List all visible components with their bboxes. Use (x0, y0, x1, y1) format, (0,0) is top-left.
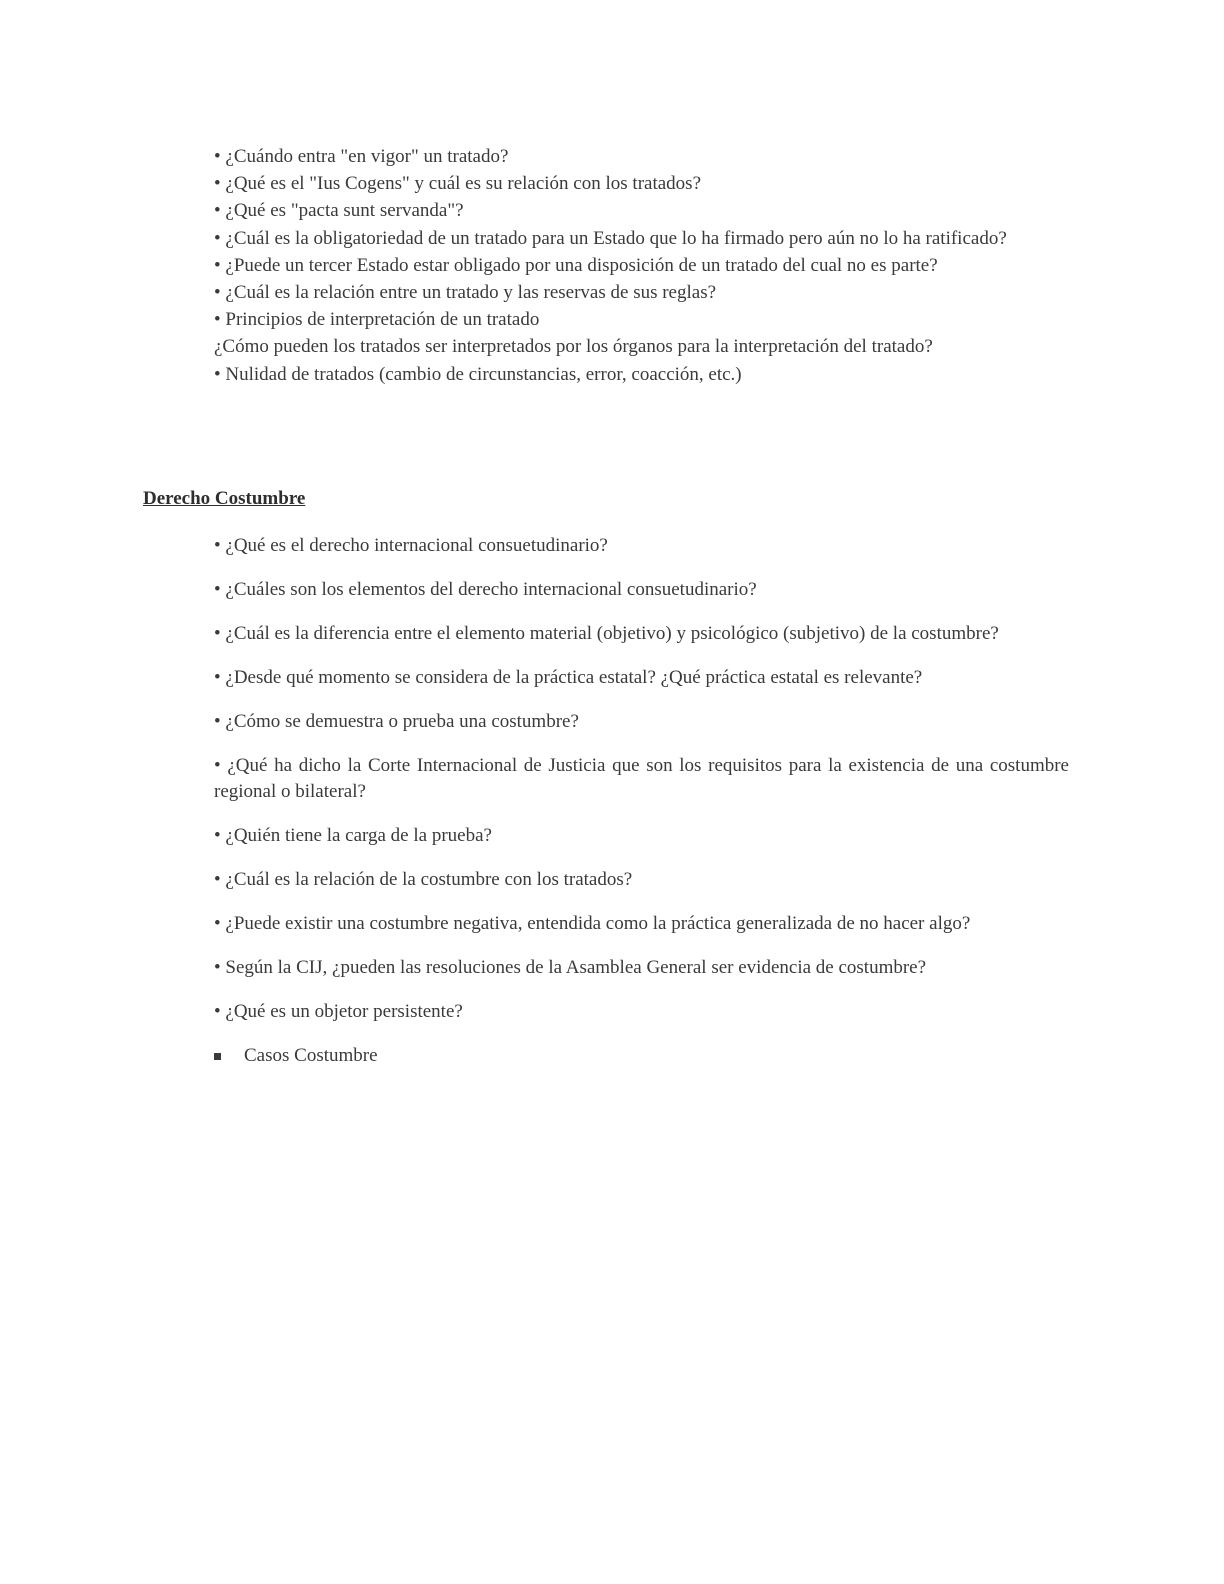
final-item-label: Casos Costumbre (244, 1045, 378, 1066)
final-list-item (214, 1043, 1069, 1069)
list-item: • ¿Cómo se demuestra o prueba una costumbre? (214, 711, 579, 732)
list-item: • ¿Quién tiene la carga de la prueba? (214, 825, 492, 846)
list-item: • ¿Cuál es la relación entre un tratado y las reservas de sus reglas? (214, 282, 717, 304)
list-item: • ¿Qué es "pacta sunt servanda"? (214, 200, 464, 222)
list-item: • ¿Qué es el derecho internacional consuetudinario? (214, 535, 608, 556)
list-item: • ¿Puede un tercer Estado estar obligado por una disposición de un tratado del cual no es parte? (214, 254, 938, 276)
list-item: ¿Cómo pueden los tratados ser interpretados por los órganos para la interpretación del tratado? (214, 336, 933, 358)
section-heading: Derecho Costumbre (143, 488, 306, 509)
list-item: • ¿Cuándo entra "en vigor" un tratado? (214, 146, 509, 167)
list-item: • ¿Puede existir una costumbre negativa, entendida como la práctica generalizada de no hacer algo? (214, 913, 971, 934)
list-item: • ¿Cuáles son los elementos del derecho internacional consuetudinario? (214, 579, 757, 600)
list-item: • ¿Qué es un objetor persistente? (214, 1001, 463, 1022)
list-item: • ¿Qué es el "Ius Cogens" y cuál es su relación con los tratados? (214, 173, 701, 195)
list-item: • Principios de interpretación de un tratado (214, 309, 540, 331)
list-item: • ¿Qué ha dicho la Corte Internacional de Justicia que son los requisitos para la existencia de una costumbre regional o bilateral? (214, 755, 1069, 802)
list-item: • Según la CIJ, ¿pueden las resoluciones de la Asamblea General ser evidencia de costumbre? (214, 957, 927, 978)
list-item: • ¿Cuál es la diferencia entre el elemento material (objetivo) y psicológico (subjetivo) de la costumbre? (214, 623, 999, 644)
list-item: • Nulidad de tratados (cambio de circunstancias, error, coacción, etc.) (214, 363, 742, 385)
list-item: • ¿Cuál es la relación de la costumbre con los tratados? (214, 869, 633, 890)
square-bullet-icon (214, 1053, 221, 1060)
list-item: • ¿Cuál es la obligatoriedad de un tratado para un Estado que lo ha firmado pero aún no lo ha ratificado? (214, 227, 1007, 249)
custom-questions-list (214, 533, 1069, 1087)
list-item: • ¿Desde qué momento se considera de la práctica estatal? ¿Qué práctica estatal es relevante? (214, 667, 923, 688)
treaty-questions-list (214, 143, 1064, 388)
